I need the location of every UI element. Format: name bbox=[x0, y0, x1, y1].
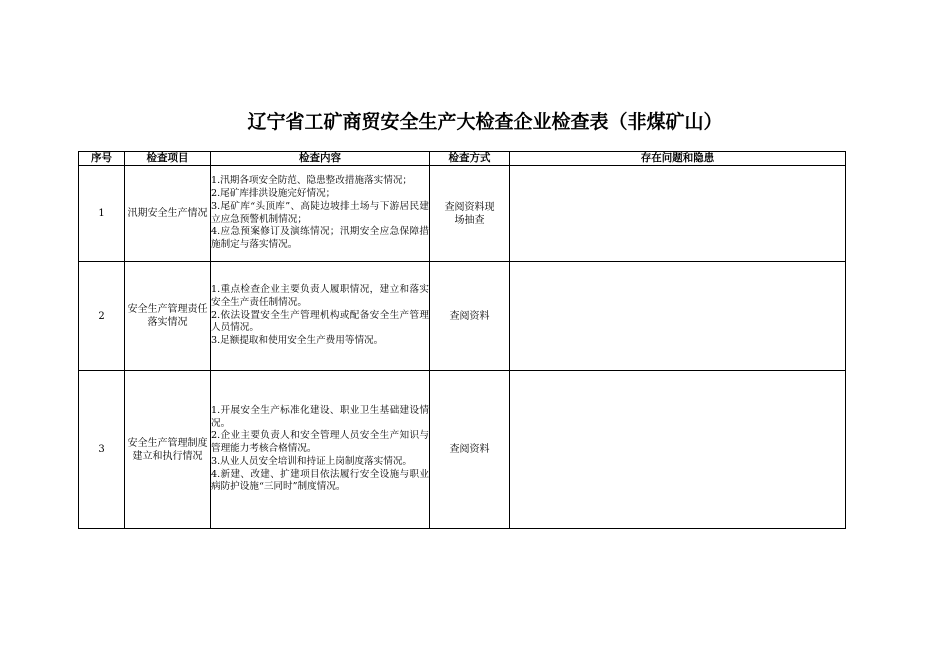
header-content: 检查内容 bbox=[211, 152, 430, 166]
content-line: 2.依法设置安全生产管理机构或配备安全生产管理人员情况。 bbox=[211, 309, 429, 334]
content-line: 4.应急预案修订及演练情况；汛期安全应急保障措施制定与落实情况。 bbox=[211, 226, 429, 251]
content-line: 1.汛期各项安全防范、隐患整改措施落实情况； bbox=[211, 175, 413, 187]
content-line: 1.开展安全生产标准化建设、职业卫生基础建设情况。 bbox=[211, 404, 429, 429]
row-number: 1 bbox=[79, 166, 125, 262]
issue-cell[interactable] bbox=[510, 166, 846, 262]
inspection-item: 汛期安全生产情况 bbox=[125, 166, 211, 262]
content-line: 4.新建、改建、扩建项目依法履行安全设施与职业病防护设施“三同时”制度情况。 bbox=[211, 468, 429, 493]
row-number: 3 bbox=[79, 371, 125, 529]
inspection-item: 安全生产管理责任落实情况 bbox=[125, 262, 211, 371]
inspection-method bbox=[430, 166, 510, 262]
inspection-method: 查阅资料 bbox=[430, 371, 510, 529]
content-line: 3.从业人员安全培训和持证上岗制度落实情况。 bbox=[211, 455, 413, 467]
issue-cell[interactable] bbox=[510, 371, 846, 529]
inspection-table bbox=[78, 151, 846, 529]
content-line: 2.企业主要负责人和安全管理人员安全生产知识与管理能力考核合格情况。 bbox=[211, 430, 429, 455]
header-issue: 存在问题和隐患 bbox=[510, 152, 846, 166]
table-row bbox=[79, 371, 846, 529]
page-title: 辽宁省工矿商贸安全生产大检查企业检查表（非煤矿山） bbox=[247, 111, 723, 133]
header-item: 检查项目 bbox=[125, 152, 211, 166]
content-line: 3.尾矿库“头顶库”、高陡边坡排土场与下游居民建立应急预警机制情况； bbox=[211, 200, 429, 225]
table-row bbox=[79, 166, 846, 262]
content-line: 2.尾矿库排洪设施完好情况； bbox=[211, 187, 336, 199]
header-no: 序号 bbox=[79, 152, 125, 166]
table-row bbox=[79, 262, 846, 371]
inspection-content bbox=[211, 262, 430, 371]
content-line: 1.重点检查企业主要负责人履职情况，建立和落实安全生产责任制情况。 bbox=[211, 284, 429, 308]
table-header-row bbox=[79, 152, 846, 166]
inspection-item: 安全生产管理制度建立和执行情况 bbox=[125, 371, 211, 529]
content-line: 3.足额提取和使用安全生产费用等情况。 bbox=[211, 335, 384, 347]
inspection-method: 查阅资料 bbox=[430, 262, 510, 371]
row-number: 2 bbox=[79, 262, 125, 371]
issue-cell[interactable] bbox=[510, 262, 846, 371]
method-text: 查阅资料现场抽查 bbox=[444, 201, 495, 226]
header-method: 检查方式 bbox=[430, 152, 510, 166]
inspection-content bbox=[211, 371, 430, 529]
inspection-content bbox=[211, 166, 430, 262]
